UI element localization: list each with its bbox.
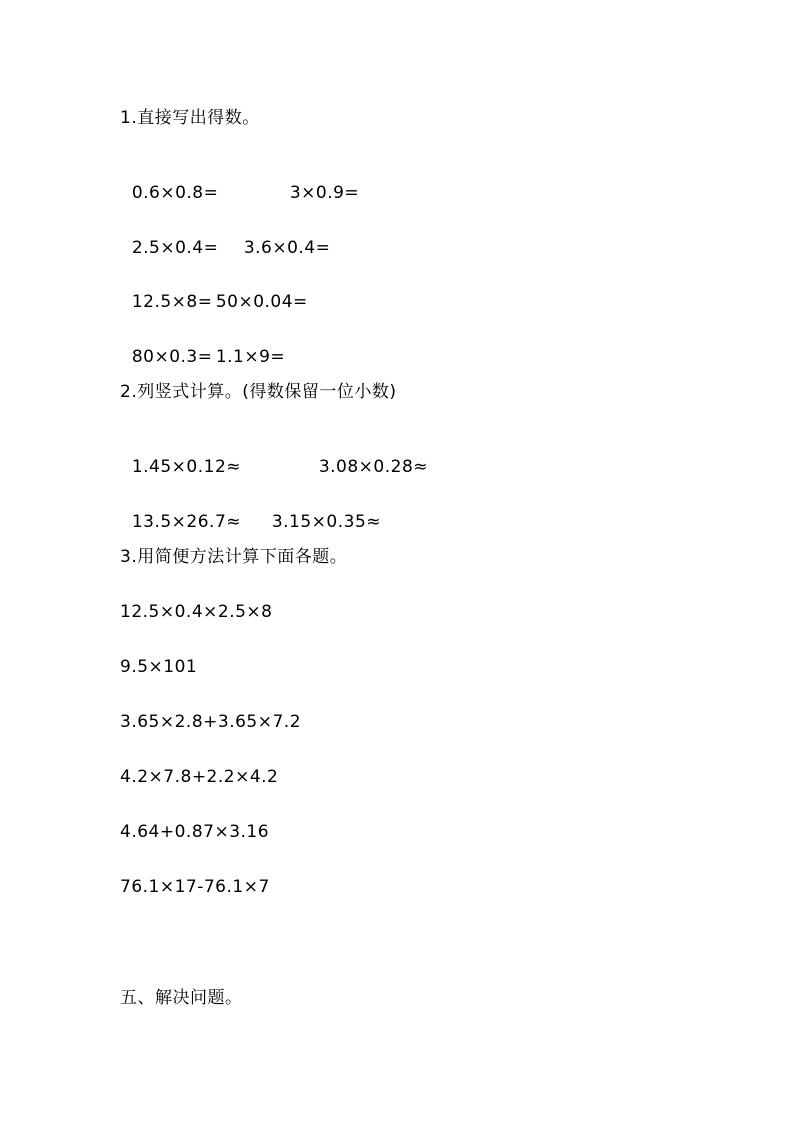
problem-item: 4.64+0.87×3.16 — [120, 822, 270, 842]
problem-item: 2.5×0.4= — [131, 238, 219, 258]
problem-item: 80×0.3= — [131, 347, 213, 367]
section-3-heading: 3.用简便方法计算下面各题。 — [120, 547, 348, 567]
problem-item: 4.2×7.8+2.2×4.2 — [120, 767, 279, 787]
problem-item: 9.5×101 — [120, 657, 198, 677]
problem-row — [120, 327, 285, 367]
problem-item: 1.1×9= — [215, 347, 286, 367]
problem-item: 50×0.04= — [215, 292, 308, 312]
problem-row — [120, 163, 359, 203]
problem-item: 3.08×0.28≈ — [318, 457, 429, 477]
problem-row — [120, 218, 330, 258]
problem-item: 12.5×8= — [131, 292, 213, 312]
problem-row — [120, 492, 381, 532]
problem-item: 0.6×0.8= — [131, 183, 219, 203]
section-1-heading: 1.直接写出得数。 — [120, 108, 260, 128]
problem-row — [120, 272, 308, 312]
problem-item: 76.1×17-76.1×7 — [120, 877, 270, 897]
section-5-heading: 五、解决问题。 — [120, 988, 243, 1008]
problem-item: 3.15×0.35≈ — [271, 512, 382, 532]
problem-item: 12.5×0.4×2.5×8 — [120, 602, 273, 622]
problem-item: 3.6×0.4= — [243, 238, 331, 258]
problem-item: 3.65×2.8+3.65×7.2 — [120, 712, 302, 732]
problem-row — [120, 437, 428, 477]
section-2-heading: 2.列竖式计算。(得数保留一位小数) — [120, 382, 397, 402]
problem-item: 13.5×26.7≈ — [131, 512, 242, 532]
problem-item: 3×0.9= — [289, 183, 360, 203]
problem-item: 1.45×0.12≈ — [131, 457, 242, 477]
